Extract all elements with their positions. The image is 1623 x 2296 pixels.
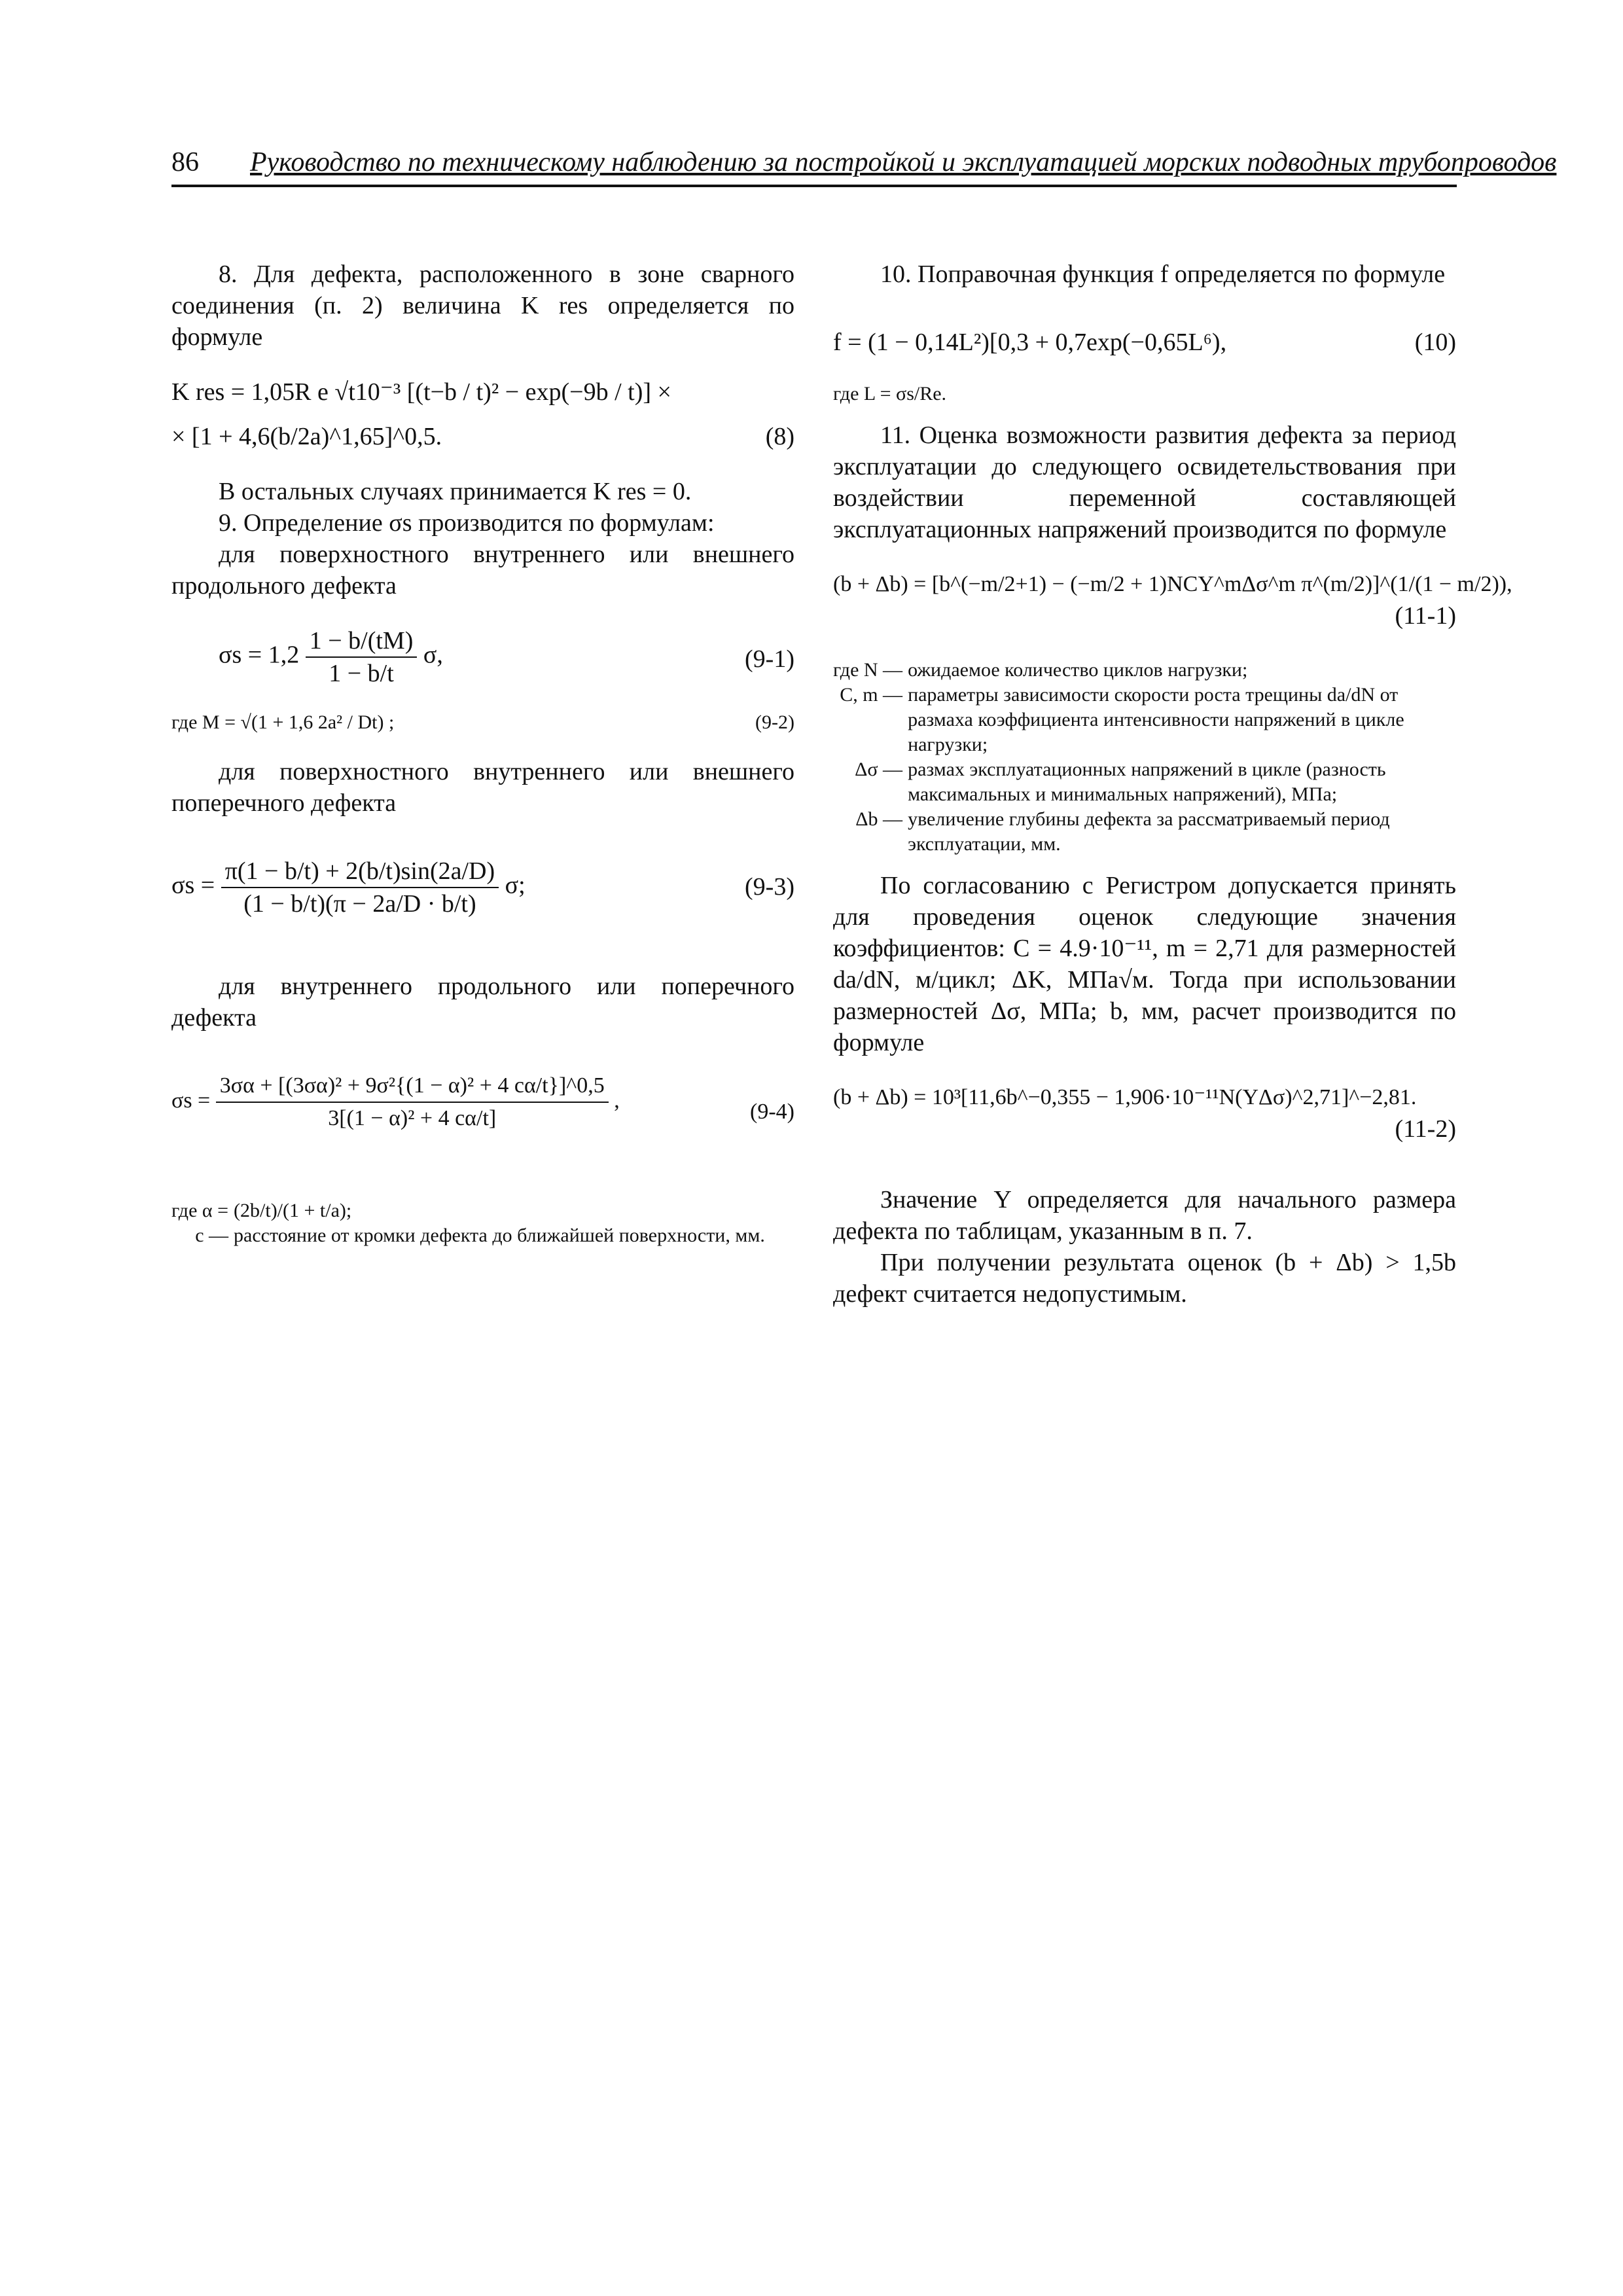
equation-9-2: где M = √(1 + 1,6 2a² / Dt) ; (9-2)	[171, 710, 794, 756]
paragraph-internal: для внутреннего продольного или поперечного дефекта	[171, 973, 794, 1031]
paragraph-11: 11. Оценка возможности развития дефекта за период эксплуатации до следующего освидетельствования при воздействии переменной составляющей эксплуатационных напряжений производится по формуле	[833, 422, 1456, 543]
equation-number-11-2: (11-2)	[1395, 1115, 1456, 1143]
equation-8-line2: × [1 + 4,6(b/2a)^1,65]^0,5. (8)	[171, 421, 794, 452]
running-title: Руководство по техническому наблюдению за постройкой и эксплуатацией морских подводных трубопроводов	[250, 147, 1557, 177]
legend-value: размах эксплуатационных напряжений в цикле (разность максимальных и минимальных напряжений), МПа;	[908, 759, 1386, 805]
equation-9-3: σs = $\frac{\pi(1 - b/t) + 2(b/t)\sin(2a/D)}{(1 - b/t)(\pi - 2a/D \cdot b/t)}$ σ; (9-3)	[171, 855, 794, 934]
legend-key: где N —	[833, 659, 903, 681]
equation-9-1: σs = 1,2 $\frac{1 - b/(tM)}{1 - b/t}$ σ, (9-1)	[171, 625, 794, 697]
legend-value: расстояние от кромки дефекта до ближайшей поверхности, мм.	[234, 1225, 765, 1246]
fraction-9-4: $\frac{\text{3σα + [(3σα)² + 9σ²\{(1 − α)² + 4 cα/t\}]\textasciicircum{}0,5}}{\text{3[(1 − α)² + 4 cα/t]}}$	[216, 1070, 609, 1134]
legend-value: ожидаемое количество циклов нагрузки;	[908, 659, 1248, 681]
paragraph-agreement: По согласованию с Регистром допускается принять для проведения оценок следующие значения коэффициентов: C = 4.9·10⁻¹¹, m = 2,71 для размерностей da/dN, м/цикл; ΔK, МПа√м. Тогда при использовании размерностей Δσ, МПа; b, мм, расчет производится по формуле	[833, 872, 1456, 1056]
equation-11-1: (b + Δb) = [b^(−m/2+1) − (−m/2 + 1)NCY^mΔσ^m π^(m/2)]^(1/(1 − m/2)),	[833, 572, 1512, 596]
equation-number-11-1: (11-1)	[1395, 602, 1456, 630]
equation-8-line1: K res = 1,05R e √t10⁻³ [(t−b / t)² − exp(−9b / t)] ×	[171, 378, 671, 406]
where-L: где L = σs/Re.	[833, 383, 947, 404]
equation-11-1-number-row	[833, 600, 1456, 634]
paragraph-8: 8. Для дефекта, расположенного в зоне сварного соединения (п. 2) величина K res определяется по формуле	[171, 260, 794, 351]
paragraph-9: 9. Определение σs производится по формулам:	[219, 509, 715, 537]
paragraph-other-cases: В остальных случаях принимается K res = 0.	[219, 478, 692, 505]
legend-key: Δb —	[855, 808, 903, 830]
fraction-9-1: $\frac{1 - b/(tM)}{1 - b/t}$	[306, 625, 418, 689]
equation-number-8: (8)	[765, 423, 794, 450]
paragraph-10: 10. Поправочная функция f определяется по формуле	[880, 260, 1446, 288]
equation-11-2-number-row	[833, 1113, 1456, 1147]
fraction-9-3: $\frac{\pi(1 - b/t) + 2(b/t)\sin(2a/D)}{(1 - b/t)(\pi - 2a/D \cdot b/t)}$	[221, 855, 499, 920]
right-column	[833, 259, 1512, 1310]
legend-value: параметры зависимости скорости роста трещины da/dN от размаха коэффициента интенсивности напряжений в цикле нагрузки;	[908, 684, 1404, 755]
equation-11-2: (b + Δb) = 10³[11,6b^−0,355 − 1,906·10⁻¹¹N(YΔσ)^2,71]^−2,81.	[833, 1085, 1417, 1109]
legend-key: C, m —	[840, 684, 903, 706]
equation-9-4: σs = $\frac{\text{3σα + [(3σα)² + 9σ²\{(1 − α)² + 4 cα/t\}]\textasciicircum{}0,5}}{\text{3[(1 − α)² + 4 cα/t]}}$ , (9-4)	[171, 1070, 794, 1162]
legend-key: где α =	[171, 1200, 229, 1221]
equation-number-9-2: (9-2)	[755, 711, 794, 733]
paragraph-final: При получении результата оценок (b + Δb) > 1,5b дефект считается недопустимым.	[833, 1249, 1456, 1308]
legend-right	[833, 658, 1456, 857]
paragraph-y-value: Значение Y определяется для начального размера дефекта по таблицам, указанным в п. 7.	[833, 1186, 1456, 1245]
equation-number-9-1: (9-1)	[745, 645, 794, 673]
equation-number-9-4: (9-4)	[750, 1100, 794, 1124]
paragraph-surface-longitudinal: для поверхностного внутреннего или внешнего продольного дефекта	[171, 541, 794, 600]
equation-number-10: (10)	[1414, 329, 1456, 356]
legend-left	[171, 1198, 794, 1248]
legend-key: c —	[195, 1225, 229, 1246]
legend-value: увеличение глубины дефекта за рассматриваемый период эксплуатации, мм.	[908, 808, 1390, 855]
page-number: 86	[171, 147, 199, 177]
paragraph-surface-transverse: для поверхностного внутреннего или внешнего поперечного дефекта	[171, 758, 794, 817]
legend-key: Δσ —	[855, 759, 903, 780]
equation-number-9-3: (9-3)	[745, 873, 794, 901]
running-header	[171, 143, 1557, 187]
legend-value: (2b/t)/(1 + t/a);	[234, 1200, 352, 1221]
equation-10: f = (1 − 0,14L²)[0,3 + 0,7exp(−0,65L⁶), (10)	[833, 327, 1456, 358]
left-column	[171, 259, 794, 1248]
